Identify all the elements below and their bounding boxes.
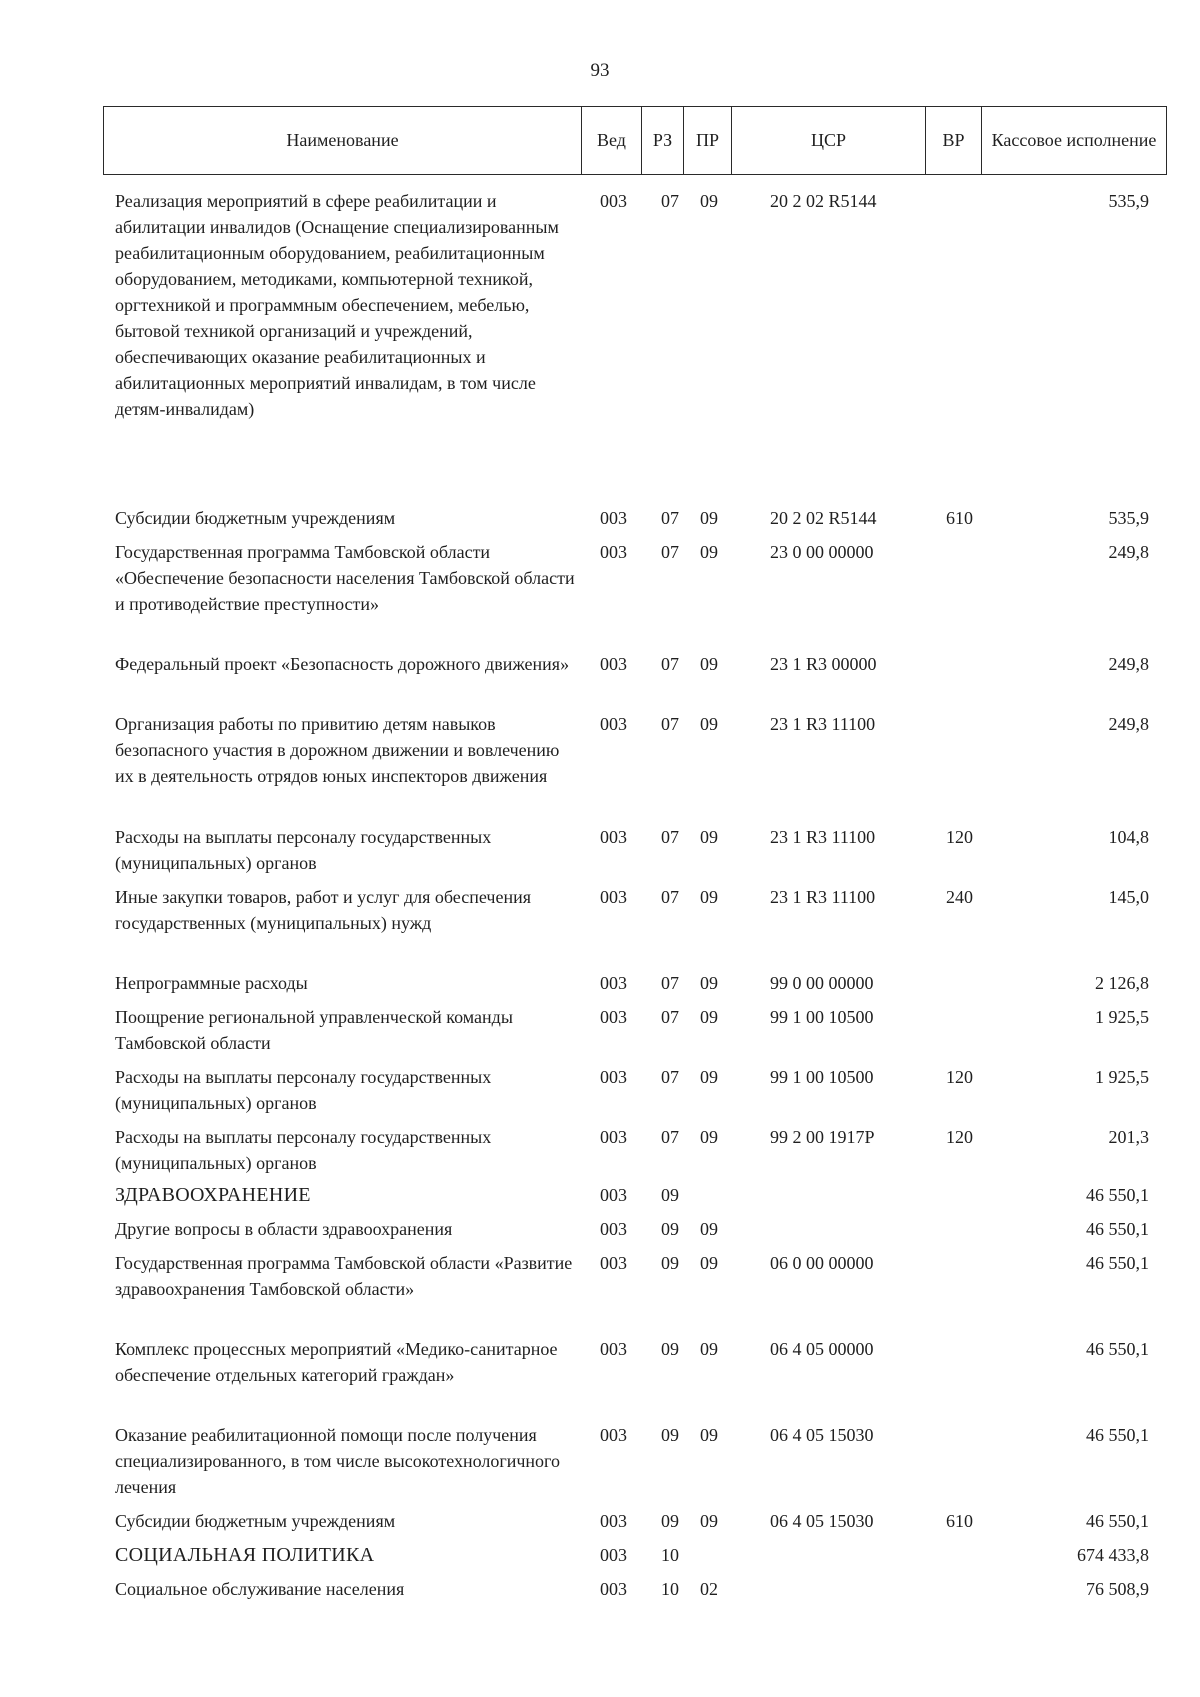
row-rz: 09 bbox=[661, 1339, 679, 1359]
row-amount: 249,8 bbox=[1108, 654, 1149, 674]
row-ved: 003 bbox=[600, 714, 627, 734]
row-rz: 07 bbox=[661, 1067, 679, 1087]
row-rz: 07 bbox=[661, 654, 679, 674]
row-csr: 23 1 R3 00000 bbox=[770, 654, 877, 674]
row-rz: 07 bbox=[661, 714, 679, 734]
row-name: Другие вопросы в области здравоохранения bbox=[115, 1219, 453, 1239]
row-ved: 003 bbox=[600, 508, 627, 528]
row-rz: 07 bbox=[661, 1007, 679, 1027]
row-ved: 003 bbox=[600, 654, 627, 674]
row-vr: 610 bbox=[946, 1511, 973, 1531]
row-amount: 46 550,1 bbox=[1086, 1425, 1149, 1445]
row-csr: 99 1 00 10500 bbox=[770, 1007, 874, 1027]
row-csr: 23 1 R3 11100 bbox=[770, 827, 876, 847]
row-ved: 003 bbox=[600, 1127, 627, 1147]
row-pr: 09 bbox=[700, 191, 718, 211]
row-name: Иные закупки товаров, работ и услуг для обеспечения государственных (муниципальных) нужд bbox=[115, 887, 531, 933]
row-ved: 003 bbox=[600, 1339, 627, 1359]
row-amount: 201,3 bbox=[1108, 1127, 1149, 1147]
row-pr: 09 bbox=[700, 1219, 718, 1239]
row-amount: 76 508,9 bbox=[1086, 1579, 1149, 1599]
row-ved: 003 bbox=[600, 1253, 627, 1273]
row-amount: 249,8 bbox=[1108, 714, 1149, 734]
row-pr: 09 bbox=[700, 973, 718, 993]
header-pr: ПР bbox=[684, 107, 732, 175]
row-ved: 003 bbox=[600, 1185, 627, 1205]
row-name: Субсидии бюджетным учреждениям bbox=[115, 1511, 396, 1531]
row-amount: 674 433,8 bbox=[1077, 1545, 1149, 1565]
row-ved: 003 bbox=[600, 1579, 627, 1599]
row-csr: 20 2 02 R5144 bbox=[770, 191, 877, 211]
row-amount: 1 925,5 bbox=[1095, 1067, 1149, 1087]
row-ved: 003 bbox=[600, 542, 627, 562]
row-amount: 104,8 bbox=[1108, 827, 1149, 847]
row-pr: 09 bbox=[700, 827, 718, 847]
row-pr: 09 bbox=[700, 1253, 718, 1273]
row-ved: 003 bbox=[600, 1219, 627, 1239]
row-csr: 23 1 R3 11100 bbox=[770, 887, 876, 907]
row-amount: 46 550,1 bbox=[1086, 1185, 1149, 1205]
row-name: Расходы на выплаты персоналу государственных (муниципальных) органов bbox=[115, 1067, 492, 1113]
row-ved: 003 bbox=[600, 1545, 627, 1565]
row-ved: 003 bbox=[600, 887, 627, 907]
row-pr: 09 bbox=[700, 508, 718, 528]
row-name: Субсидии бюджетным учреждениям bbox=[115, 508, 396, 528]
row-name: Поощрение региональной управленческой команды Тамбовской области bbox=[115, 1007, 513, 1053]
row-csr: 23 0 00 00000 bbox=[770, 542, 874, 562]
row-rz: 07 bbox=[661, 887, 679, 907]
row-rz: 07 bbox=[661, 973, 679, 993]
row-name: Реализация мероприятий в сфере реабилитации и абилитации инвалидов (Оснащение специализированным реабилитационным оборудованием, реабилитационным оборудованием, методиками, компьютерной техникой, оргтехникой и программным обеспечением, мебелью, бытовой техникой организаций и учреждений, обеспечивающих оказание реабилитационных и абилитационных мероприятий инвалидам, в том числе детям-инвалидам) bbox=[115, 191, 559, 419]
row-rz: 09 bbox=[661, 1425, 679, 1445]
header-amount: Кассовое исполнение bbox=[982, 107, 1167, 175]
row-csr: 20 2 02 R5144 bbox=[770, 508, 877, 528]
row-name: ЗДРАВООХРАНЕНИЕ bbox=[115, 1184, 311, 1206]
row-ved: 003 bbox=[600, 191, 627, 211]
row-amount: 2 126,8 bbox=[1095, 973, 1149, 993]
row-vr: 610 bbox=[946, 508, 973, 528]
page-number: 93 bbox=[590, 60, 610, 81]
row-name: Организация работы по привитию детям навыков безопасного участия в дорожном движении и вовлечению их в деятельность отрядов юных инспекторов движения bbox=[115, 714, 560, 786]
row-name: Непрограммные расходы bbox=[115, 973, 308, 993]
row-pr: 09 bbox=[700, 1067, 718, 1087]
row-rz: 07 bbox=[661, 1127, 679, 1147]
row-csr: 06 0 00 00000 bbox=[770, 1253, 874, 1273]
row-ved: 003 bbox=[600, 1425, 627, 1445]
row-csr: 06 4 05 15030 bbox=[770, 1511, 874, 1531]
row-rz: 09 bbox=[661, 1253, 679, 1273]
row-name: Оказание реабилитационной помощи после получения специализированного, в том числе высокотехнологичного лечения bbox=[115, 1425, 560, 1497]
row-ved: 003 bbox=[600, 1511, 627, 1531]
row-vr: 120 bbox=[946, 1067, 973, 1087]
row-name: Государственная программа Тамбовской области «Обеспечение безопасности населения Тамбовской области и противодействие преступности» bbox=[115, 542, 575, 614]
row-pr: 09 bbox=[700, 714, 718, 734]
row-csr: 99 2 00 1917P bbox=[770, 1127, 875, 1147]
row-amount: 535,9 bbox=[1108, 191, 1149, 211]
row-amount: 46 550,1 bbox=[1086, 1339, 1149, 1359]
row-pr: 09 bbox=[700, 1425, 718, 1445]
row-pr: 09 bbox=[700, 1127, 718, 1147]
row-name: Социальное обслуживание населения bbox=[115, 1579, 405, 1599]
header-ved: Вед bbox=[582, 107, 642, 175]
header-csr: ЦСР bbox=[732, 107, 926, 175]
row-rz: 09 bbox=[661, 1185, 679, 1205]
row-pr: 09 bbox=[700, 1007, 718, 1027]
row-amount: 1 925,5 bbox=[1095, 1007, 1149, 1027]
row-rz: 10 bbox=[661, 1579, 679, 1599]
row-csr: 23 1 R3 11100 bbox=[770, 714, 876, 734]
row-rz: 10 bbox=[661, 1545, 679, 1565]
header-rz: РЗ bbox=[642, 107, 684, 175]
row-pr: 02 bbox=[700, 1579, 718, 1599]
header-name: Наименование bbox=[104, 107, 582, 175]
row-pr: 09 bbox=[700, 887, 718, 907]
row-rz: 09 bbox=[661, 1219, 679, 1239]
row-ved: 003 bbox=[600, 973, 627, 993]
row-ved: 003 bbox=[600, 1067, 627, 1087]
row-csr: 99 1 00 10500 bbox=[770, 1067, 874, 1087]
row-vr: 240 bbox=[946, 887, 973, 907]
header-vr: ВР bbox=[926, 107, 982, 175]
row-csr: 06 4 05 00000 bbox=[770, 1339, 874, 1359]
row-pr: 09 bbox=[700, 1339, 718, 1359]
row-rz: 07 bbox=[661, 827, 679, 847]
row-ved: 003 bbox=[600, 827, 627, 847]
row-pr: 09 bbox=[700, 542, 718, 562]
row-pr: 09 bbox=[700, 1511, 718, 1531]
row-rz: 07 bbox=[661, 542, 679, 562]
row-csr: 06 4 05 15030 bbox=[770, 1425, 874, 1445]
row-vr: 120 bbox=[946, 1127, 973, 1147]
row-csr: 99 0 00 00000 bbox=[770, 973, 874, 993]
row-amount: 46 550,1 bbox=[1086, 1253, 1149, 1273]
row-rz: 07 bbox=[661, 191, 679, 211]
row-pr: 09 bbox=[700, 654, 718, 674]
row-name: Государственная программа Тамбовской области «Развитие здравоохранения Тамбовской области» bbox=[115, 1253, 573, 1299]
row-amount: 249,8 bbox=[1108, 542, 1149, 562]
row-amount: 46 550,1 bbox=[1086, 1511, 1149, 1531]
row-name: Федеральный проект «Безопасность дорожного движения» bbox=[115, 654, 570, 674]
row-rz: 07 bbox=[661, 508, 679, 528]
row-name: Расходы на выплаты персоналу государственных (муниципальных) органов bbox=[115, 827, 492, 873]
row-rz: 09 bbox=[661, 1511, 679, 1531]
row-amount: 535,9 bbox=[1108, 508, 1149, 528]
row-name: Расходы на выплаты персоналу государственных (муниципальных) органов bbox=[115, 1127, 492, 1173]
row-amount: 145,0 bbox=[1108, 887, 1149, 907]
row-name: СОЦИАЛЬНАЯ ПОЛИТИКА bbox=[115, 1544, 375, 1566]
row-vr: 120 bbox=[946, 827, 973, 847]
row-name: Комплекс процессных мероприятий «Медико-санитарное обеспечение отдельных категорий граждан» bbox=[115, 1339, 558, 1385]
row-amount: 46 550,1 bbox=[1086, 1219, 1149, 1239]
row-ved: 003 bbox=[600, 1007, 627, 1027]
